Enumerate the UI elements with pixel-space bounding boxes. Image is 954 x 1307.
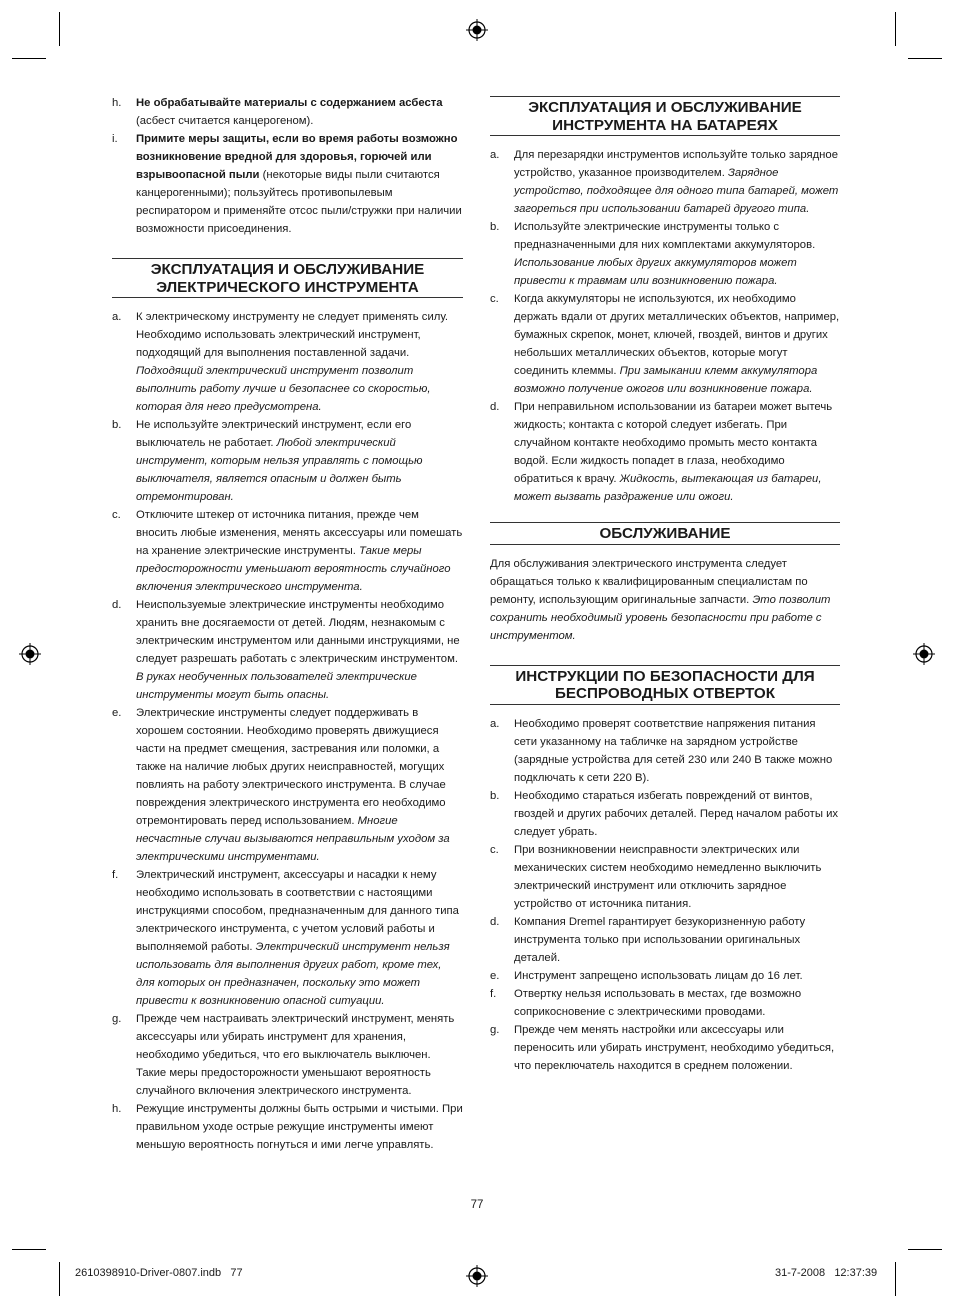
list-item <box>112 94 463 130</box>
paragraph-italic-text: Это позволит сохранить необходимый уровень безопасности при работе с инструментом. <box>490 593 831 642</box>
list-item <box>112 596 463 704</box>
page-number: 77 <box>470 1199 484 1211</box>
item-italic-text: В руках необученных пользователей электрические инструменты могут быть опасны. <box>136 671 417 701</box>
list-marker: b. <box>112 419 122 431</box>
list-marker: a. <box>112 311 122 323</box>
item-text: Необходимо стараться избегать повреждений от винтов, гвоздей и других рабочих деталей. Перед началом работы их следует убрать. <box>514 789 839 838</box>
list-item <box>112 416 463 506</box>
list-item <box>112 1010 463 1100</box>
list-marker: e. <box>490 969 500 982</box>
item-text: Электрические инструменты следует поддерживать в хорошем состоянии. Необходимо проверять движущиеся части на предмет смещения, застревания или поломки, а также на наличие любых других неисправностей, могущих повлиять на работу электрического инструмента. В случае повреждения электрического инструмента его необходимо отремонтировать перед использованием. <box>136 707 446 827</box>
item-text: (асбест считается канцерогеном). <box>136 115 314 127</box>
list-marker: d. <box>112 599 122 611</box>
item-text: Инструмент запрещено использовать лицам до 16 лет. <box>514 969 803 982</box>
paragraph-text: Для обслуживания электрического инструмента следует обращаться только к квалифицированным специалистам по ремонту, использующим оригинальные запчасти. <box>490 557 808 606</box>
list-marker: g. <box>490 1023 500 1036</box>
registration-mark-icon <box>466 19 488 41</box>
item-text: Режущие инструменты должны быть острыми и чистыми. При правильном уходе острые режущие инструменты имеют меньшую вероятность погнуться и ими легче управлять. <box>136 1103 463 1151</box>
list-item <box>112 506 463 596</box>
registration-mark-icon <box>19 643 41 665</box>
right-column <box>490 96 840 1075</box>
list-item <box>112 704 463 866</box>
footer-file-info: 2610398910-Driver-0807.indb 77 <box>75 1267 243 1279</box>
list-item <box>490 841 840 913</box>
item-text: Отключите штекер от источника питания, прежде чем вносить любые изменения, менять аксессуары или помешать на хранение электрические инструменты. <box>136 509 463 557</box>
item-text: Отвертку нельзя использовать в местах, где возможно соприкосновение с электрическими проводами. <box>514 987 802 1018</box>
item-text: Прежде чем настраивать электрический инструмент, менять аксессуары или убирать инструмент для хранения, необходимо убедиться, что его выключатель выключен. Такие меры предосторожности уменьшают вероятность случайного включения электрического инструмента. <box>136 1013 455 1097</box>
item-text: Компания Dremel гарантирует безукоризненную работу инструмента только при использовании оригинальных деталей. <box>514 915 806 964</box>
list-item <box>490 1021 840 1075</box>
item-italic-text: Подходящий электрический инструмент позволит выполнить работу лучше и безопаснее со скоростью, которая для него предусмотрена. <box>136 365 431 413</box>
item-text: Необходимо проверят соответствие напряжения питания сети указанному на табличке на зарядном устройстве (зарядные устройства для сетей 230 или 240 В также можно подключать к сети 220 В). <box>514 717 833 784</box>
crop-mark <box>895 1262 896 1296</box>
item-text: При неправильном использовании из батареи может вытечь жидкость; контакта с которой следует избегать. При случайном контакте необходимо промыть место контакта водой. Если жидкость попадет в глаза, необходимо обратиться к врачу. <box>514 401 833 485</box>
service-paragraph <box>490 555 840 645</box>
list-item <box>490 967 840 985</box>
item-italic-text: Жидкость, вытекающая из батареи, может вызвать раздражение или ожоги. <box>514 473 822 503</box>
list-marker: a. <box>490 149 500 161</box>
list-marker: i. <box>112 133 118 145</box>
item-text: При возникновении неисправности электрических или механических систем необходимо немедленно выключить электрический инструмент или отключить зарядное устройство от источника питания. <box>514 843 822 910</box>
list-marker: c. <box>490 293 499 305</box>
crop-mark <box>895 12 896 46</box>
section-heading-power-tool-use: ЭКСПЛУАТАЦИЯ И ОБСЛУЖИВАНИЕ ЭЛЕКТРИЧЕСКОГО ИНСТРУМЕНТА <box>112 258 463 298</box>
registration-mark-icon <box>466 1265 488 1287</box>
list-marker: f. <box>490 987 497 1000</box>
item-italic-text: Любой электрический инструмент, которым нельзя управлять с помощью выключателя, является опасным и должен быть отремонтирован. <box>136 437 423 503</box>
list-item <box>112 308 463 416</box>
list-item <box>490 787 840 841</box>
item-text: Электрический инструмент, аксессуары и насадки к нему необходимо использовать в соответствии с настоящими инструкциями способом, предназначенным для данного типа электрического инструмента, с учетом условий работы и выполняемой работы. <box>136 869 459 953</box>
list-item <box>490 398 840 506</box>
item-text: Когда аккумуляторы не используются, их необходимо держать вдали от других металлических объектов, например, бумажных скрепок, монет, ключей, гвоздей, винтов и других небольших металлических объектов, которые могут соединить клеммы. <box>514 293 840 377</box>
list-item <box>112 1100 463 1154</box>
section-heading-battery-tool-use: ЭКСПЛУАТАЦИЯ И ОБСЛУЖИВАНИЕ ИНСТРУМЕНТА НА БАТАРЕЯХ <box>490 96 840 136</box>
item-text: Для перезарядки инструментов используйте только зарядное устройство, указанное производителем. <box>514 149 838 179</box>
section-heading-cordless-screwdriver-safety: ИНСТРУКЦИИ ПО БЕЗОПАСНОСТИ ДЛЯ БЕСПРОВОДНЫХ ОТВЕРТОК <box>490 665 840 705</box>
item-text: К электрическому инструменту не следует применять силу. Необходимо использовать электрический инструмент, подходящий для выполнения поставленной задачи. <box>136 311 449 359</box>
list-item <box>490 913 840 967</box>
item-text: (некоторые виды пыли считаются канцерогенными); пользуйтесь противопылевым респиратором и применяйте отсос пыли/стружки при наличии возможности присоединения. <box>136 169 462 235</box>
item-text: Не используйте электрический инструмент, если его выключатель не работает. <box>136 419 412 449</box>
list-marker: c. <box>490 843 499 856</box>
list-item <box>490 290 840 398</box>
list-marker: h. <box>112 97 122 109</box>
list-marker: b. <box>490 789 500 802</box>
item-italic-text: Такие меры предосторожности уменьшают вероятность случайного включения электрического инструмента. <box>136 545 451 593</box>
crop-mark <box>908 58 942 59</box>
item-italic-text: Использование любых других аккумуляторов может привести к травмам или возникновению пожара. <box>514 257 797 287</box>
left-column <box>112 94 463 1154</box>
list-marker: a. <box>490 717 500 730</box>
crop-mark <box>59 1262 60 1296</box>
footer-timestamp: 31-7-2008 12:37:39 <box>775 1267 878 1279</box>
list-item <box>490 146 840 218</box>
crop-mark <box>908 1249 942 1250</box>
list-item <box>490 218 840 290</box>
crop-mark <box>12 1249 46 1250</box>
item-bold-text: Не обрабатывайте материалы с содержанием асбеста <box>136 97 443 109</box>
list-marker: c. <box>112 509 121 521</box>
item-italic-text: При замыкании клемм аккумулятора возможно получение ожогов или возникновение пожара. <box>514 365 818 395</box>
item-text: Используйте электрические инструменты только с предназначенными для них комплектами аккумуляторов. <box>514 221 816 251</box>
item-italic-text: Многие несчастные случаи вызываются неправильным уходом за электрическими инструментами. <box>136 815 450 863</box>
item-bold-text: Примите меры защиты, если во время работы возможно возникновение вредной для здоровья, горючей или взрывоопасной пыли <box>136 133 458 181</box>
list-item <box>490 985 840 1021</box>
list-marker: h. <box>112 1103 122 1115</box>
list-marker: g. <box>112 1013 122 1025</box>
list-marker: d. <box>490 401 500 413</box>
registration-mark-icon <box>913 643 935 665</box>
list-marker: f. <box>112 869 119 881</box>
list-marker: e. <box>112 707 122 719</box>
list-item <box>490 715 840 787</box>
item-text: Неиспользуемые электрические инструменты необходимо хранить вне досягаемости от детей. Людям, незнакомым с электрическим инструментом или данными инструкциями, не следует разрешать работать с электрическим инструментом. <box>136 599 460 665</box>
list-marker: d. <box>490 915 500 928</box>
item-italic-text: Зарядное устройство, подходящее для одного типа батарей, может загореться при использовании батарей другого типа. <box>514 167 839 215</box>
crop-mark <box>12 58 46 59</box>
list-item <box>112 866 463 1010</box>
section-heading-service: ОБСЛУЖИВАНИЕ <box>490 522 840 545</box>
item-italic-text: Электрический инструмент нельзя использовать для выполнения других работ, кроме тех, для которых он предназначен, поскольку это может привести к возникновению опасной ситуации. <box>136 941 450 1007</box>
item-text: Прежде чем менять настройки или аксессуары или переносить или убирать инструмент, необходимо убедиться, что переключатель находится в среднем положении. <box>514 1023 835 1072</box>
crop-mark <box>59 12 60 46</box>
list-marker: b. <box>490 221 500 233</box>
list-item <box>112 130 463 238</box>
